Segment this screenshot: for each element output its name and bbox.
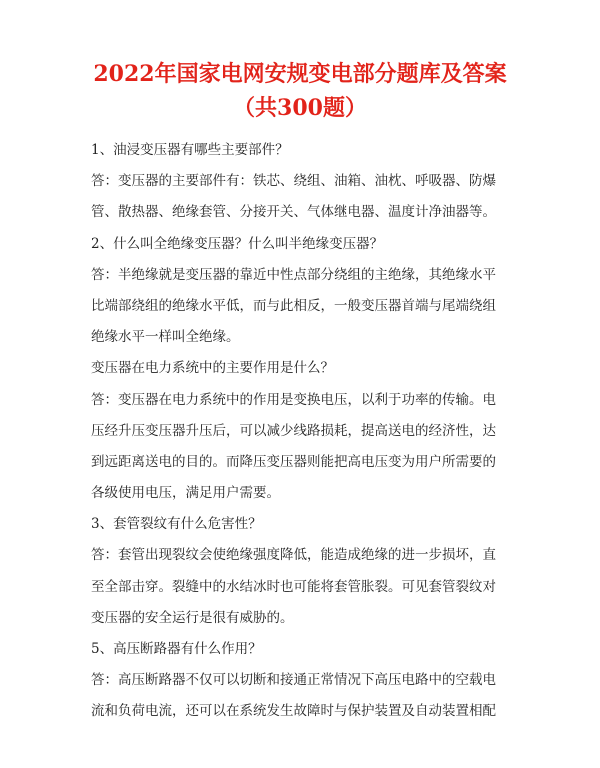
answer-2-line-1: 答：半绝缘就是变压器的靠近中性点部分绕组的主绝缘，其绝缘水平 xyxy=(91,266,496,283)
answer-transformer-role-line-4: 各级使用电压，满足用户需要。 xyxy=(91,485,280,502)
answer-3-line-2: 至全部击穿。裂缝中的水结冰时也可能将套管胀裂。可见套管裂纹对 xyxy=(91,578,496,595)
question-5: 5、高压断路器有什么作用？ xyxy=(91,641,262,657)
answer-transformer-role-line-3: 到远距离送电的目的。而降压变压器则能把高电压变为用户所需要的 xyxy=(91,453,496,470)
answer-2-line-2: 比端部绕组的绝缘水平低，而与此相反，一般变压器首端与尾端绕组 xyxy=(91,297,496,314)
document-subtitle: （共300题） xyxy=(233,95,367,121)
answer-5-line-1: 答：高压断路器不仅可以切断和接通正常情况下高压电路中的空载电 xyxy=(91,672,496,689)
document-title: 2022年国家电网安规变电部分题库及答案 xyxy=(93,61,507,87)
answer-transformer-role-line-1: 答：变压器在电力系统中的作用是变换电压，以利于功率的传输。电 xyxy=(91,391,496,408)
answer-1-line-1: 答：变压器的主要部件有：铁芯、绕组、油箱、油枕、呼吸器、防爆 xyxy=(91,173,496,190)
answer-5-line-2: 流和负荷电流，还可以在系统发生故障时与保护装置及自动装置相配 xyxy=(91,703,496,720)
document-body xyxy=(91,135,521,728)
answer-3-line-1: 答：套管出现裂纹会使绝缘强度降低，能造成绝缘的进一步损坏，直 xyxy=(91,547,496,564)
question-1: 1、油浸变压器有哪些主要部件？ xyxy=(91,142,289,158)
answer-1-line-2: 管、散热器、绝缘套管、分接开关、气体继电器、温度计净油器等。 xyxy=(91,204,496,221)
answer-transformer-role-line-2: 压经升压变压器升压后，可以减少线路损耗，提高送电的经济性，达 xyxy=(91,422,496,439)
question-3: 3、套管裂纹有什么危害性？ xyxy=(91,516,262,533)
answer-3-line-3: 变压器的安全运行是很有威胁的。 xyxy=(91,609,294,626)
answer-2-line-3: 绝缘水平一样叫全绝缘。 xyxy=(91,329,240,346)
question-transformer-role: 变压器在电力系统中的主要作用是什么？ xyxy=(91,360,334,377)
question-2: 2、什么叫全绝缘变压器？什么叫半绝缘变压器？ xyxy=(91,235,384,252)
